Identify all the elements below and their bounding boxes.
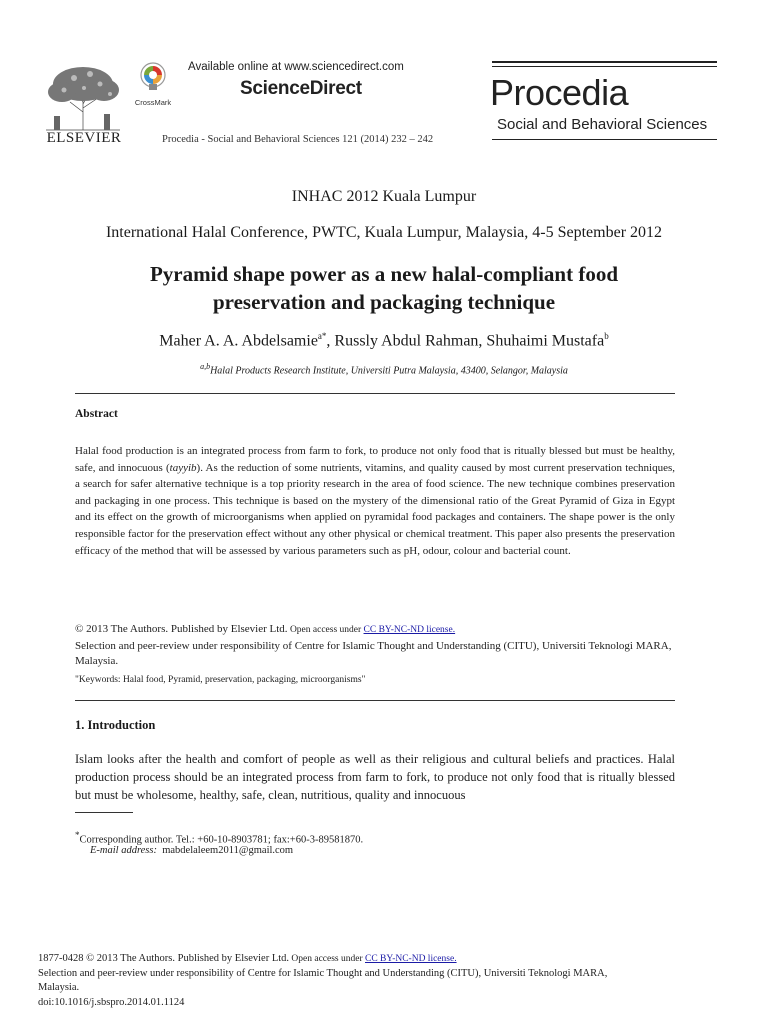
section-heading-introduction: 1. Introduction xyxy=(75,718,156,732)
title-line-1: Pyramid shape power as a new halal-compliant food xyxy=(149,262,619,286)
paper-title xyxy=(0,260,768,316)
procedia-logo: Procedia xyxy=(490,72,629,113)
conference-name: INHAC 2012 Kuala Lumpur xyxy=(291,188,477,205)
conference-details: International Halal Conference, PWTC, Kuala Lumpur, Malaysia, 4-5 September 2012 xyxy=(105,224,663,241)
page-footer xyxy=(38,952,638,1010)
abstract-italic-term: tayyib xyxy=(169,461,197,474)
footnote-email xyxy=(90,845,293,856)
footnote-rule xyxy=(75,812,133,813)
crossmark-label: CrossMark xyxy=(134,98,172,107)
author-1-marker: a* xyxy=(317,331,327,341)
abstract-text-1: Halal food production is an integrated process from farm to fork, to produce not only food that is ritually blessed but must be healthy, safe, and innocuous ( xyxy=(75,445,675,474)
author-list xyxy=(0,331,768,350)
abstract-text-2: ). As the reduction of some nutrients, vitamins, and quality caused by most current preservation techniques, a search for safer alternative technique is a top priority research in the area of food science. The new technique combines preservation and packaging in one process. This technique is based on the mystery of the dimensional ratio of the Great Pyramid of Giza in Egypt and its effect on the growth of microorganisms when applied on pyramidal food packages and containers. The shape power is the only responsible factor for the preservation effect without any other physical or chemical treatment. This paper also presents the preservation efficacy of the method that will be assessed by various parameters such as pH, odour, colour and bacterial count. xyxy=(75,461,675,557)
journal-citation: Procedia - Social and Behavioral Sciences 121 (2014) 232 – 242 xyxy=(162,134,434,145)
abstract-heading: Abstract xyxy=(75,408,118,420)
title-line-2: preservation and packaging technique xyxy=(212,290,556,314)
footnote-marker: * xyxy=(75,830,80,840)
available-online-text: Available online at www.sciencedirect.com xyxy=(188,61,404,73)
author-1: Maher A. A. Abdelsamie xyxy=(159,332,318,350)
peer-review-statement: Selection and peer-review under responsibility of Centre for Islamic Thought and Understanding (CITU), Universiti Teknologi MARA, Malaysia. xyxy=(75,639,672,667)
procedia-subtitle: Social and Behavioral Sciences xyxy=(497,116,708,133)
procedia-rule-top xyxy=(492,61,717,63)
author-2-3: , Russly Abdul Rahman, Shuhaimi Mustafa xyxy=(326,332,605,350)
introduction-body: Islam looks after the health and comfort of people as well as their religious and cultural beliefs and practices. Halal production process should be an integrated process from farm to fork, to produce not only food that is ritually blessed but must be wholesome, healthy, safe, clean, nutritious, quality and innocuous xyxy=(75,752,675,802)
crossmark-badge[interactable] xyxy=(133,62,173,107)
crossmark-icon[interactable] xyxy=(140,79,166,96)
footer-license-link[interactable]: CC BY-NC-ND license. xyxy=(365,954,457,964)
affiliation-marker: a,b xyxy=(200,362,211,371)
copyright-notice xyxy=(75,622,675,670)
abstract-rule-top xyxy=(75,393,675,394)
open-access-text: Open access under xyxy=(287,625,364,635)
footnote-corresponding xyxy=(75,830,363,846)
author-3-marker: b xyxy=(604,331,609,341)
keywords: "Keywords: Halal food, Pyramid, preservation, packaging, microorganisms" xyxy=(75,675,366,685)
footer-selection: Selection and peer-review under responsibility of Centre for Islamic Thought and Understanding (CITU), Universiti Teknologi MARA, Malaysia. xyxy=(38,967,608,993)
publisher-name: ELSEVIER xyxy=(46,130,122,146)
footer-open-access: Open access under xyxy=(289,954,365,964)
procedia-rule-top-thin xyxy=(492,66,717,67)
email-label: E-mail address: xyxy=(90,845,157,856)
affiliation xyxy=(0,362,768,376)
issn: 1877-0428 xyxy=(38,953,84,964)
footer-copyright: © 2013 The Authors. Published by Elsevier Ltd. xyxy=(83,953,290,964)
license-link[interactable]: CC BY-NC-ND license. xyxy=(363,625,456,635)
doi[interactable]: doi:10.1016/j.sbspro.2014.01.1124 xyxy=(38,996,185,1008)
corresponding-author-text: Corresponding author. Tel.: +60-10-8903781; fax:+60-3-89581870. xyxy=(79,834,364,846)
abstract-body xyxy=(75,443,675,559)
copyright-line: © 2013 The Authors. Published by Elsevier Ltd. xyxy=(75,623,288,635)
email-address[interactable]: mabdelaleem2011@gmail.com xyxy=(162,845,294,856)
procedia-rule-bottom xyxy=(492,139,717,140)
sciencedirect-logo: ScienceDirect xyxy=(240,78,362,99)
affiliation-text: Halal Products Research Institute, Universiti Putra Malaysia, 43400, Selangor, Malaysia xyxy=(210,365,568,377)
abstract-rule-bottom xyxy=(75,700,675,701)
